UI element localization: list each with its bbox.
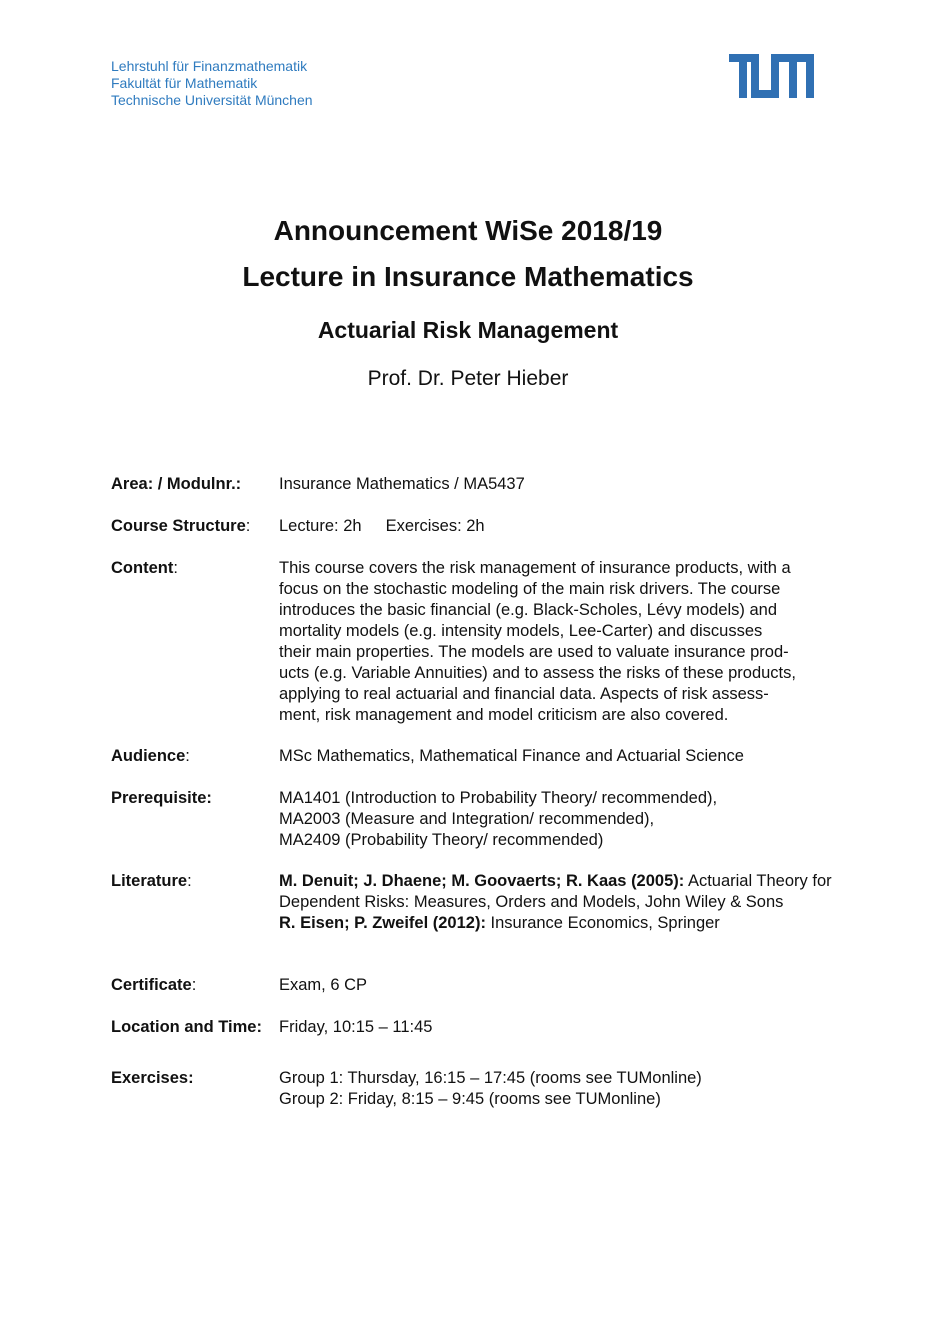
lecture-title: Lecture in Insurance Mathematics (242, 261, 694, 292)
content-description (279, 558, 829, 726)
field-value: Friday, 10:15 – 11:45 (279, 1018, 433, 1036)
announcement-title: Announcement WiSe 2018/19 (273, 215, 663, 246)
field-label: Location and Time: (111, 1018, 262, 1036)
field-value (279, 516, 829, 537)
exercise-hours: Exercises: 2h (385, 517, 485, 535)
literature-list (279, 871, 841, 934)
prerequisite-item: MA2409 (Probability Theory/ recommended) (279, 831, 604, 849)
prerequisite-item: MA2003 (Measure and Integration/ recommended), (279, 810, 655, 828)
field-label: Content: (111, 559, 178, 577)
chair-address (111, 58, 313, 109)
exercise-groups (279, 1068, 829, 1110)
lecture-hours: Lecture: 2h (279, 517, 362, 535)
content-line: This course covers the risk management of insurance products, with a (279, 559, 791, 577)
field-label: Prerequisite: (111, 789, 212, 807)
course-title: Actuarial Risk Management (317, 317, 619, 343)
tum-logo (729, 54, 814, 98)
content-line: mortality models (e.g. intensity models, Lee-Carter) and discusses (279, 622, 763, 640)
field-label: Certificate: (111, 976, 197, 994)
content-line: ucts (e.g. Variable Annuities) and to assess the risks of these products, (279, 664, 796, 682)
exercise-group: Group 2: Friday, 8:15 – 9:45 (rooms see TUMonline) (279, 1090, 661, 1108)
content-line: focus on the stochastic modeling of the main risk drivers. The course (279, 580, 781, 598)
lecturer-name: Prof. Dr. Peter Hieber (367, 367, 569, 390)
field-label: Course Structure: (111, 517, 251, 535)
content-line: applying to real actuarial and financial data. Aspects of risk assess- (279, 685, 769, 703)
exercise-group: Group 1: Thursday, 16:15 – 17:45 (rooms see TUMonline) (279, 1069, 702, 1087)
prerequisite-item: MA1401 (Introduction to Probability Theory/ recommended), (279, 789, 718, 807)
content-line: ment, risk management and model criticism are also covered. (279, 706, 729, 724)
literature-reference: M. Denuit; J. Dhaene; M. Goovaerts; R. Kaas (2005): Actuarial Theory for Dependent Risks: Measures, Orders and Models, John Wiley & Sons (279, 872, 832, 911)
field-value: Insurance Mathematics / MA5437 (279, 475, 525, 493)
university-name: Technische Universität München (111, 92, 313, 108)
field-value: Exam, 6 CP (279, 976, 368, 994)
prerequisite-list (279, 788, 829, 851)
chair-name: Lehrstuhl für Finanzmathematik (111, 58, 308, 74)
field-label: Exercises: (111, 1069, 194, 1087)
field-label: Area: / Modulnr.: (111, 475, 242, 493)
literature-reference: R. Eisen; P. Zweifel (2012): Insurance Economics, Springer (279, 914, 720, 932)
content-line: introduces the basic financial (e.g. Black-Scholes, Lévy models) and (279, 601, 778, 619)
faculty-name: Fakultät für Mathematik (111, 75, 258, 91)
field-value: MSc Mathematics, Mathematical Finance and Actuarial Science (279, 747, 744, 765)
content-line: their main properties. The models are used to valuate insurance prod- (279, 643, 789, 661)
field-label: Literature: (111, 872, 192, 890)
field-label: Audience: (111, 747, 190, 765)
